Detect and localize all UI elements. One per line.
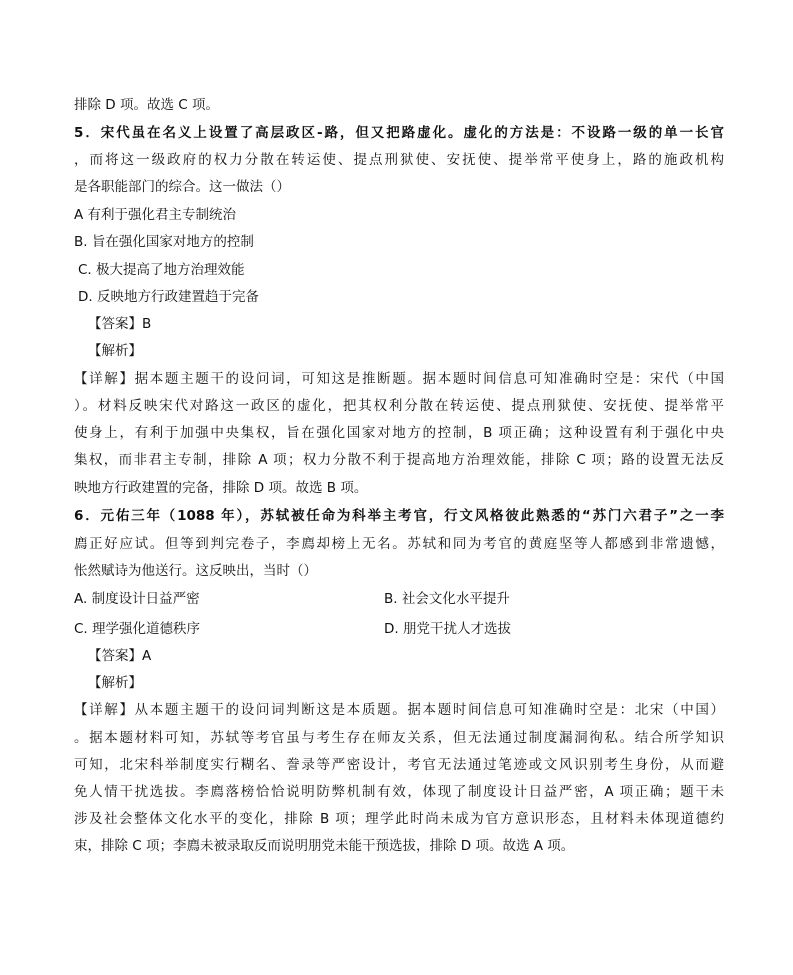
q5-detail-line-3: 使身上，有利于加强中央集权，旨在强化国家对地方的控制，B 项正确；这种设置有利于强化中央 <box>74 425 724 441</box>
q5-option-c: C. 极大提高了地方治理效能 <box>78 262 245 278</box>
q6-detail-line-3: 可知，北宋科举制度实行糊名、誊录等严密设计，考官无法通过笔迹或文风识别考生身份，从而避 <box>74 757 724 773</box>
q6-detail-line-1: 【详解】从本题主题干的设问词判断这是本质题。据本题时间信息可知准确时空是：北宋（中国） <box>74 702 724 718</box>
q6-analysis-label: 【解析】 <box>88 675 142 691</box>
q5-detail-line-2: ）。材料反映宋代对路这一政区的虚化，把其权利分散在转运使、提点刑狱使、安抚使、提举常平 <box>74 398 724 414</box>
q5-detail-line-1: 【详解】据本题主题干的设问词，可知这是推断题。据本题时间信息可知准确时空是：宋代（中国 <box>74 371 724 387</box>
q6-detail-line-4: 免人情干扰选拔。李廌落榜恰恰说明防弊机制有效，体现了制度设计日益严密，A 项正确；题干未 <box>74 784 724 800</box>
q5-detail-line-5: 映地方行政建置的完备，排除 D 项。故选 B 项。 <box>74 480 368 496</box>
q6-stem-line-2: 廌正好应试。但等到判完卷子，李廌却榜上无名。苏轼和同为考官的黄庭坚等人都感到非常遗憾， <box>74 536 724 552</box>
q6-detail-line-5: 涉及社会整体文化水平的变化，排除 B 项；理学此时尚未成为官方意识形态，且材料未体现道德约 <box>74 811 724 827</box>
q5-stem-line-2: ，而将这一级政府的权力分散在转运使、提点刑狱使、安抚使、提举常平使身上，路的施政机构 <box>74 152 724 168</box>
q5-answer: 【答案】B <box>88 316 152 332</box>
q5-option-b: B. 旨在强化国家对地方的控制 <box>74 234 254 250</box>
q5-stem-line-1: 5．宋代虽在名义上设置了高层政区-路，但又把路虚化。虚化的方法是：不设路一级的单一长官 <box>74 125 724 141</box>
q6-stem-line-3: 怅然赋诗为他送行。这反映出，当时（） <box>74 563 317 579</box>
q6-option-a: A. 制度设计日益严密 <box>74 591 200 607</box>
q4-conclusion: 排除 D 项。故选 C 项。 <box>74 97 219 113</box>
q6-answer: 【答案】A <box>88 648 152 664</box>
q5-option-a: A 有利于强化君主专制统治 <box>74 207 237 223</box>
q6-option-b: B. 社会文化水平提升 <box>384 591 510 607</box>
q5-detail-line-4: 集权，而非君主专制，排除 A 项；权力分散不利于提高地方治理效能，排除 C 项；路的设置无法反 <box>74 452 724 468</box>
q6-detail-line-6: 束，排除 C 项；李廌未被录取反而说明朋党未能干预选拔，排除 D 项。故选 A 项。 <box>74 838 575 854</box>
q5-stem-line-3: 是各职能部门的综合。这一做法（） <box>74 179 290 195</box>
q6-stem-line-1: 6．元佑三年（1088 年），苏轼被任命为科举主考官，行文风格彼此熟悉的“苏门六君子”之一李 <box>74 508 724 524</box>
q5-option-d: D. 反映地方行政建置趋于完备 <box>78 289 259 305</box>
q6-detail-line-2: 。据本题材料可知，苏轼等考官虽与考生存在师友关系，但无法通过制度漏洞徇私。结合所学知识 <box>74 730 724 746</box>
q6-option-d: D. 朋党干扰人才选拔 <box>384 621 511 637</box>
q5-analysis-label: 【解析】 <box>88 343 142 359</box>
q6-option-c: C. 理学强化道德秩序 <box>74 621 201 637</box>
